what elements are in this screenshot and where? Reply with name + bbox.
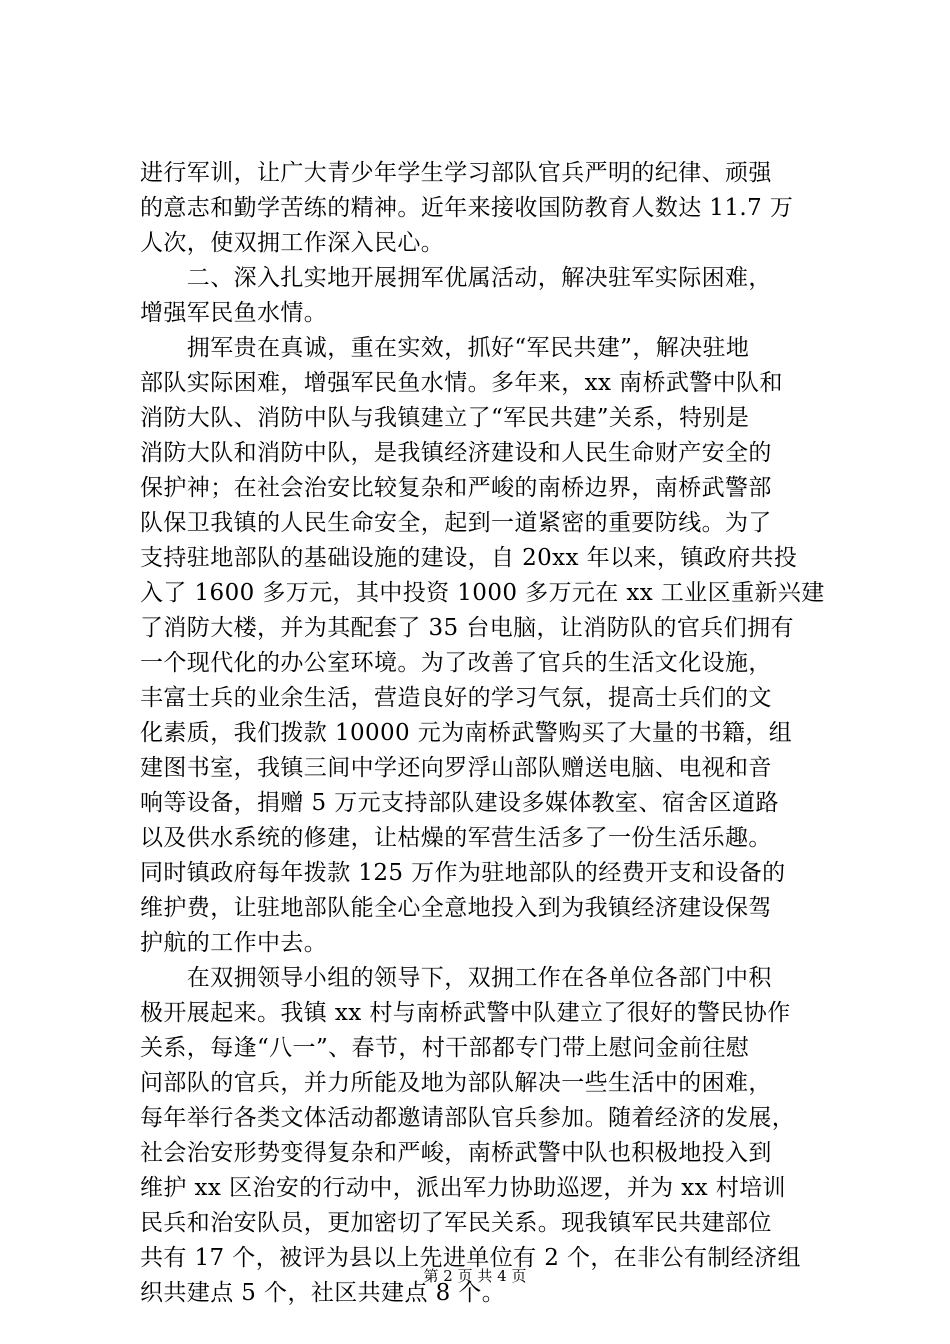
text-line: 共有 17 个，被评为县以上先进单位有 2 个，在非公有制经济组: [140, 1245, 801, 1271]
text-line: 社会治安形势变得复杂和严峻，南桥武警中队也积极地投入到: [140, 1140, 772, 1166]
text-line: 同时镇政府每年拨款 125 万作为驻地部队的经费开支和设备的: [140, 860, 786, 886]
text-line: 化素质，我们拨款 10000 元为南桥武警购买了大量的书籍，组: [140, 720, 793, 746]
text-line: 队保卫我镇的人民生命安全，起到一道紧密的重要防线。为了: [140, 510, 772, 536]
text-line: 以及供水系统的修建，让枯燥的军营生活多了一份生活乐趣。: [140, 825, 772, 851]
text-line: 人次，使双拥工作深入民心。: [140, 230, 445, 256]
text-line: 二、深入扎实地开展拥军优属活动，解决驻军实际困难，: [140, 265, 772, 291]
text-line: 消防大队、消防中队与我镇建立了“军民共建”关系，特别是: [140, 405, 750, 431]
text-line: 在双拥领导小组的领导下，双拥工作在各单位各部门中积: [140, 965, 772, 991]
text-line: 维护 xx 区治安的行动中，派出军力协助巡逻，并为 xx 村培训: [140, 1175, 786, 1201]
text-line: 护航的工作中去。: [140, 930, 328, 956]
text-line: 支持驻地部队的基础设施的建设，自 20xx 年以来，镇政府共投: [140, 545, 798, 571]
text-line: 增强军民鱼水情。: [140, 300, 328, 326]
text-line: 民兵和治安队员，更加密切了军民关系。现我镇军民共建部位: [140, 1210, 772, 1236]
text-line: 入了 1600 多万元，其中投资 1000 多万元在 xx 工业区重新兴建: [140, 580, 825, 606]
text-line: 进行军训，让广大青少年学生学习部队官兵严明的纪律、顽强: [140, 160, 772, 186]
text-line: 拥军贵在真诚，重在实效，抓好“军民共建”，解决驻地: [140, 335, 750, 361]
text-line: 一个现代化的办公室环境。为了改善了官兵的生活文化设施，: [140, 650, 772, 676]
text-line: 了消防大楼，并为其配套了 35 台电脑，让消防队的官兵们拥有: [140, 615, 794, 641]
document-body: [140, 156, 840, 1311]
text-line: 关系，每逢“八一”、春节，村干部都专门带上慰问金前往慰: [140, 1035, 750, 1061]
text-line: 维护费，让驻地部队能全心全意地投入到为我镇经济建设保驾: [140, 895, 772, 921]
text-line: 每年举行各类文体活动都邀请部队官兵参加。随着经济的发展，: [140, 1105, 796, 1131]
text-line: 问部队的官兵，并力所能及地为部队解决一些生活中的困难，: [140, 1070, 772, 1096]
page-footer: 第 2 页 共 4 页: [423, 1267, 527, 1285]
text-line: 消防大队和消防中队，是我镇经济建设和人民生命财产安全的: [140, 440, 772, 466]
text-line: 部队实际困难，增强军民鱼水情。多年来，xx 南桥武警中队和: [140, 370, 783, 396]
text-line: 织共建点 5 个，社区共建点 8 个。: [140, 1280, 506, 1306]
text-line: 建图书室，我镇三间中学还向罗浮山部队赠送电脑、电视和音: [140, 755, 772, 781]
text-line: 保护神；在社会治安比较复杂和严峻的南桥边界，南桥武警部: [140, 475, 772, 501]
text-line: 的意志和勤学苦练的精神。近年来接收国防教育人数达 11.7 万: [140, 195, 794, 221]
text-line: 丰富士兵的业余生活，营造良好的学习气氛，提高士兵们的文: [140, 685, 772, 711]
text-line: 响等设备，捐赠 5 万元支持部队建设多媒体教室、宿舍区道路: [140, 790, 779, 816]
text-line: 极开展起来。我镇 xx 村与南桥武警中队建立了很好的警民协作: [140, 1000, 791, 1026]
